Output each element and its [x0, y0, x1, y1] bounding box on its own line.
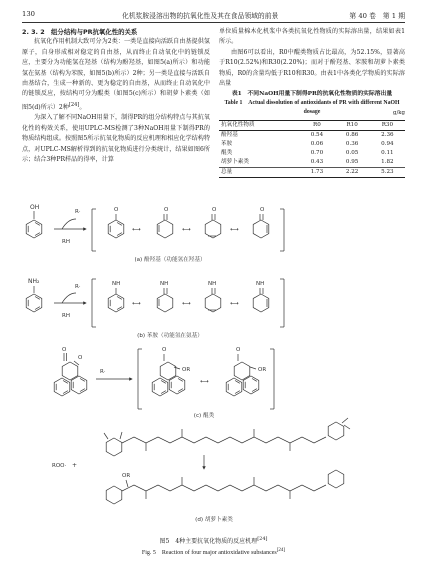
rh-label-a: RH: [62, 239, 70, 245]
or-label: OR: [182, 367, 191, 373]
panel-c-quinone: [54, 347, 274, 419]
oxygen-label: O: [164, 207, 169, 213]
volume-issue: 第 40 卷 第 1 期: [349, 12, 405, 20]
quinone-adduct-2: [226, 347, 266, 396]
paragraph-continued: 单位质量棉木化机浆中各类抗氧化性物质的实际溶出量，结果如表1所示。: [219, 28, 405, 46]
resonance-arrow: ⟷: [132, 300, 141, 307]
cyclohexene-ring-right: [328, 470, 344, 488]
figure-caption-en-text: Fig. 5 Reaction of four major antioxidative substances: [141, 550, 277, 556]
cyclohexene-ring-left: [106, 486, 122, 504]
table-row: [219, 140, 405, 149]
oxygen-label: O: [62, 347, 67, 353]
oxygen-radical: O: [114, 207, 119, 213]
table-title-cn: 不同NaOH用量下制得PR的抗氧化性物质的实际溶出量: [247, 91, 393, 98]
oxygen-label: O: [78, 355, 83, 361]
nh-label: NH: [112, 281, 121, 287]
table-cell: 0.94: [381, 140, 394, 147]
paragraph-mechanism: [22, 37, 210, 113]
panel-d-carotenoid: [52, 418, 350, 523]
polyene-chain: [122, 437, 326, 443]
or-label: OR: [122, 473, 131, 479]
right-column: [219, 27, 405, 178]
table-cell: 0.05: [345, 149, 359, 156]
oxygen-label: O: [236, 347, 241, 353]
figure-caption-en-ref: [24]: [276, 548, 286, 553]
resonance-arrow: ⟷: [182, 300, 191, 307]
table-cell: 胡萝卜素类: [221, 158, 249, 165]
resonance-structure-2: [157, 207, 173, 238]
table-label-en: Table 1: [224, 100, 243, 107]
paragraph-analysis: 为深入了解不同NaOH用量下，制得PR的组分结构特点与其抗氧化性的构效关系，使用UPLC-MS检测了3种NaOH用量下制得PR的物质结构组成。按照图5所示抗氧化物质的反应机理和相应化学结构特点，对UPLC-MS解析得到的抗氧化物质进行分类统计，结果如图6所示；结合3种PR样品的得率，计算: [22, 114, 210, 163]
left-column: [22, 27, 210, 165]
table-cell: 0.70: [310, 149, 324, 156]
aniline-radical-4: [253, 281, 269, 312]
panel-c-label: (c) 醌类: [193, 413, 215, 419]
resonance-arrow: ⟷: [230, 226, 239, 233]
table-title-en: Actual dissolution of antioxidants of PR with different NaOH dosage: [248, 100, 400, 115]
citation-24: [24]: [68, 101, 80, 108]
table-cell: 0.43: [310, 158, 324, 165]
resonance-arrow: ⟷: [200, 378, 209, 385]
table-cell: 2.22: [335, 167, 370, 177]
resonance-structure-1: [108, 207, 124, 238]
running-title: 化机浆胺浸溶出物的抗氧化性及其在食品领域的前景: [122, 12, 279, 20]
oxygen-label: O: [212, 207, 217, 213]
paragraph-results: 由图6可以看出，R0中醌类物质占比最高，为52.15%，显著高于R10(2.52%)和R30(2.20%)；而对于酚羟基、苯胺和胡萝卜素类物质，R0的含量均低于R10和R30。由表1中各类化学物质的实际溶出量: [219, 48, 405, 88]
phenanthrenequinone: [54, 347, 87, 396]
section-heading: 2. 3. 2 组分结构与PR抗氧化性的关系: [22, 28, 138, 36]
roo-radical-label: ROO·: [52, 463, 67, 469]
table-cell: 0.06: [310, 140, 324, 147]
mechanism-figure: [22, 199, 407, 531]
aniline-radical-2: [157, 281, 173, 312]
resonance-arrow: ⟷: [182, 226, 191, 233]
plus-sign: +: [72, 462, 78, 469]
table-col-header: 抗氧化性物质: [219, 120, 299, 130]
resonance-structure-4: [253, 207, 269, 238]
arrow-curve-b: [62, 293, 76, 303]
table-cell: 酚羟基: [221, 131, 238, 138]
table-cell: 1.82: [381, 158, 394, 165]
nh-label: NH: [256, 281, 265, 287]
table-cell: 2.36: [381, 131, 394, 138]
nh-label: NH: [208, 281, 217, 287]
radical-label-a: R·: [75, 209, 81, 215]
aniline-radical-1: [108, 281, 124, 312]
panel-a-label: (a) 酚羟基（功能氢在羟基）: [134, 257, 206, 263]
table-cell: 0.11: [381, 149, 394, 156]
dissolution-table: [219, 120, 405, 178]
table-header-row: [219, 120, 405, 130]
table-row: [219, 158, 405, 168]
panel-b-label: (b) 苯胺（功能氢在氨基）: [137, 333, 203, 339]
figure-caption-cn-text: 图5 4种主要抗氧化物质的反应机理: [159, 538, 258, 545]
beta-carotene: [104, 418, 350, 456]
table-cell: 苯胺: [221, 140, 233, 147]
phenol-ring: [26, 220, 42, 238]
paragraph-mechanism-end: 。: [79, 103, 86, 111]
table-cell: 醌类: [221, 149, 233, 156]
oh-label: OH: [30, 204, 40, 211]
figure-caption-cn-ref: [24]: [257, 536, 268, 542]
table-cell: 1.73: [299, 167, 334, 177]
nh-label: NH: [160, 281, 169, 287]
aniline-ring: [26, 294, 42, 312]
arrow-curve-a: [62, 219, 76, 229]
nh2-label: NH₂: [28, 278, 40, 285]
table-row: [219, 130, 405, 140]
table-cell: 0.54: [310, 131, 324, 138]
or-label: OR: [258, 367, 267, 373]
figure-caption-cn: [0, 536, 427, 545]
cyclohexene-ring-left: [106, 438, 122, 456]
cyclohexene-ring-right: [328, 422, 344, 440]
quinone-adduct-1: [152, 347, 190, 396]
table-col-header: R0: [299, 120, 334, 130]
page-number: 130: [22, 10, 35, 18]
panel-b-aniline: [26, 278, 284, 339]
table-cell: 0.95: [345, 158, 359, 165]
table-cell: 5.23: [370, 167, 405, 177]
oxygen-label: O: [162, 347, 167, 353]
rh-label-b: RH: [62, 313, 70, 319]
radical-label-b: R·: [75, 284, 81, 290]
paragraph-mechanism-text: 抗氧化作用机制大致可分为2类：一类是直接向活跃自由基提供氢原子，自身形成相对稳定的自由基，从而终止自动氧化中的链锁反应，主要分为功能氢在羟基（结构为酚羟基，如图5(a)所示）和功能氢在氨基（结构为苯胺，如图5(b)所示）2种；另一类是直接与活跃自由基结合，生成一种新的、更为稳定的自由基，从而终止自动氧化中的链锁反应，按结构可分为醌类（如图5(c)所示）和胡萝卜素类（如图5(d)所示）2种: [22, 38, 210, 111]
polyene-chain: [122, 485, 326, 491]
aniline-radical-3: [205, 281, 221, 312]
figure-caption-en: [0, 547, 427, 556]
carotenoid-adduct: [106, 470, 344, 504]
table-col-header: R30: [370, 120, 405, 130]
resonance-structure-3: [205, 207, 221, 238]
resonance-arrow: ⟷: [132, 226, 141, 233]
table-col-header: R10: [335, 120, 370, 130]
resonance-arrow: ⟷: [230, 300, 239, 307]
table-cell: 总量: [219, 167, 299, 177]
panel-d-label: (d) 胡萝卜素类: [195, 517, 233, 523]
table-row: [219, 149, 405, 158]
panel-a-phenol: [26, 204, 284, 263]
header-rule: [22, 22, 405, 23]
table-label-cn: 表1: [231, 91, 242, 98]
table-unit: g/kg: [393, 110, 405, 117]
table-cell: 0.36: [345, 140, 359, 147]
table-caption-cn: [219, 90, 405, 99]
table-total-row: [219, 167, 405, 177]
table-cell: 0.86: [345, 131, 359, 138]
running-header: [0, 0, 427, 26]
oxygen-label: O: [260, 207, 265, 213]
radical-label-c: R·: [100, 369, 106, 375]
